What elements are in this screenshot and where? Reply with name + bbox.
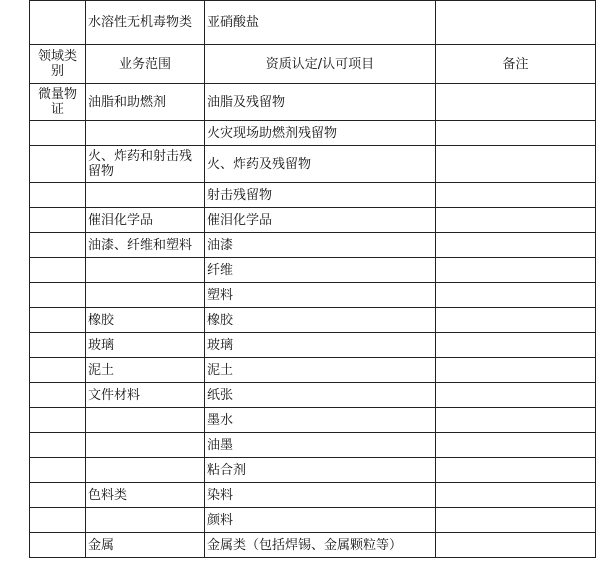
cell-category <box>30 533 86 558</box>
cell-category <box>30 208 86 233</box>
cell-scope <box>86 508 205 533</box>
cell-remarks <box>436 508 596 533</box>
cell-scope: 催泪化学品 <box>86 208 205 233</box>
header-category: 领域类别 <box>30 45 86 84</box>
cell-item: 油墨 <box>205 433 436 458</box>
cell-scope <box>86 258 205 283</box>
cell-item: 塑料 <box>205 283 436 308</box>
cell-item: 墨水 <box>205 408 436 433</box>
table-row <box>30 121 596 146</box>
cell-scope: 玻璃 <box>86 333 205 358</box>
cell-remarks <box>436 233 596 258</box>
cell-category <box>30 508 86 533</box>
table-row <box>30 358 596 383</box>
cell-remarks <box>436 258 596 283</box>
cell-remarks <box>436 84 596 121</box>
qualification-table <box>29 0 596 558</box>
cell-category: 微量物证 <box>30 84 86 121</box>
cell-remarks <box>436 408 596 433</box>
header-scope: 业务范围 <box>86 45 205 84</box>
cell-category <box>30 458 86 483</box>
cell-item: 射击残留物 <box>205 183 436 208</box>
cell-category <box>30 183 86 208</box>
cell-remarks <box>436 146 596 183</box>
table-header-row <box>30 45 596 84</box>
cell-scope <box>86 183 205 208</box>
cell-category <box>30 483 86 508</box>
cell-item: 橡胶 <box>205 308 436 333</box>
cell-scope: 水溶性无机毒物类 <box>86 1 205 45</box>
cell-remarks <box>436 358 596 383</box>
cell-scope: 泥土 <box>86 358 205 383</box>
cell-remarks <box>436 121 596 146</box>
table-row <box>30 533 596 558</box>
cell-category <box>30 258 86 283</box>
cell-category <box>30 333 86 358</box>
table-row <box>30 146 596 183</box>
cell-item: 亚硝酸盐 <box>205 1 436 45</box>
cell-scope <box>86 283 205 308</box>
cell-scope: 文件材料 <box>86 383 205 408</box>
cell-category <box>30 358 86 383</box>
table-row <box>30 408 596 433</box>
cell-item: 纸张 <box>205 383 436 408</box>
cell-remarks <box>436 333 596 358</box>
cell-scope: 火、炸药和射击残留物 <box>86 146 205 183</box>
table-row <box>30 283 596 308</box>
cell-category <box>30 1 86 45</box>
cell-category <box>30 308 86 333</box>
cell-remarks <box>436 458 596 483</box>
cell-scope: 色料类 <box>86 483 205 508</box>
table-row <box>30 308 596 333</box>
cell-remarks <box>436 183 596 208</box>
cell-category <box>30 408 86 433</box>
cell-category <box>30 146 86 183</box>
table-row <box>30 458 596 483</box>
cell-item: 油漆 <box>205 233 436 258</box>
cell-scope <box>86 433 205 458</box>
cell-remarks <box>436 433 596 458</box>
cell-category <box>30 121 86 146</box>
cell-item: 粘合剂 <box>205 458 436 483</box>
cell-item: 催泪化学品 <box>205 208 436 233</box>
cell-item: 金属类（包括焊锡、金属颗粒等） <box>205 533 436 558</box>
cell-item: 油脂及残留物 <box>205 84 436 121</box>
cell-category <box>30 383 86 408</box>
cell-item: 纤维 <box>205 258 436 283</box>
table-row <box>30 84 596 121</box>
cell-remarks <box>436 283 596 308</box>
table-row <box>30 258 596 283</box>
cell-scope <box>86 121 205 146</box>
cell-scope: 金属 <box>86 533 205 558</box>
cell-scope <box>86 408 205 433</box>
cell-scope: 橡胶 <box>86 308 205 333</box>
cell-remarks <box>436 383 596 408</box>
cell-item: 颜料 <box>205 508 436 533</box>
table-row <box>30 433 596 458</box>
table-row <box>30 183 596 208</box>
cell-item: 泥土 <box>205 358 436 383</box>
table-row <box>30 233 596 258</box>
cell-remarks <box>436 533 596 558</box>
cell-scope: 油漆、纤维和塑料 <box>86 233 205 258</box>
cell-category <box>30 283 86 308</box>
cell-category <box>30 233 86 258</box>
cell-item: 火灾现场助燃剂残留物 <box>205 121 436 146</box>
cell-remarks <box>436 208 596 233</box>
table-row <box>30 208 596 233</box>
cell-remarks <box>436 1 596 45</box>
cell-remarks <box>436 483 596 508</box>
table-row <box>30 508 596 533</box>
cell-item: 染料 <box>205 483 436 508</box>
table-row <box>30 483 596 508</box>
table-row-top <box>30 1 596 45</box>
cell-remarks <box>436 308 596 333</box>
table-row <box>30 383 596 408</box>
cell-category <box>30 433 86 458</box>
table-row <box>30 333 596 358</box>
cell-item: 火、炸药及残留物 <box>205 146 436 183</box>
header-qualification: 资质认定/认可项目 <box>205 45 436 84</box>
cell-item: 玻璃 <box>205 333 436 358</box>
cell-scope <box>86 458 205 483</box>
header-remarks: 备注 <box>436 45 596 84</box>
cell-scope: 油脂和助燃剂 <box>86 84 205 121</box>
